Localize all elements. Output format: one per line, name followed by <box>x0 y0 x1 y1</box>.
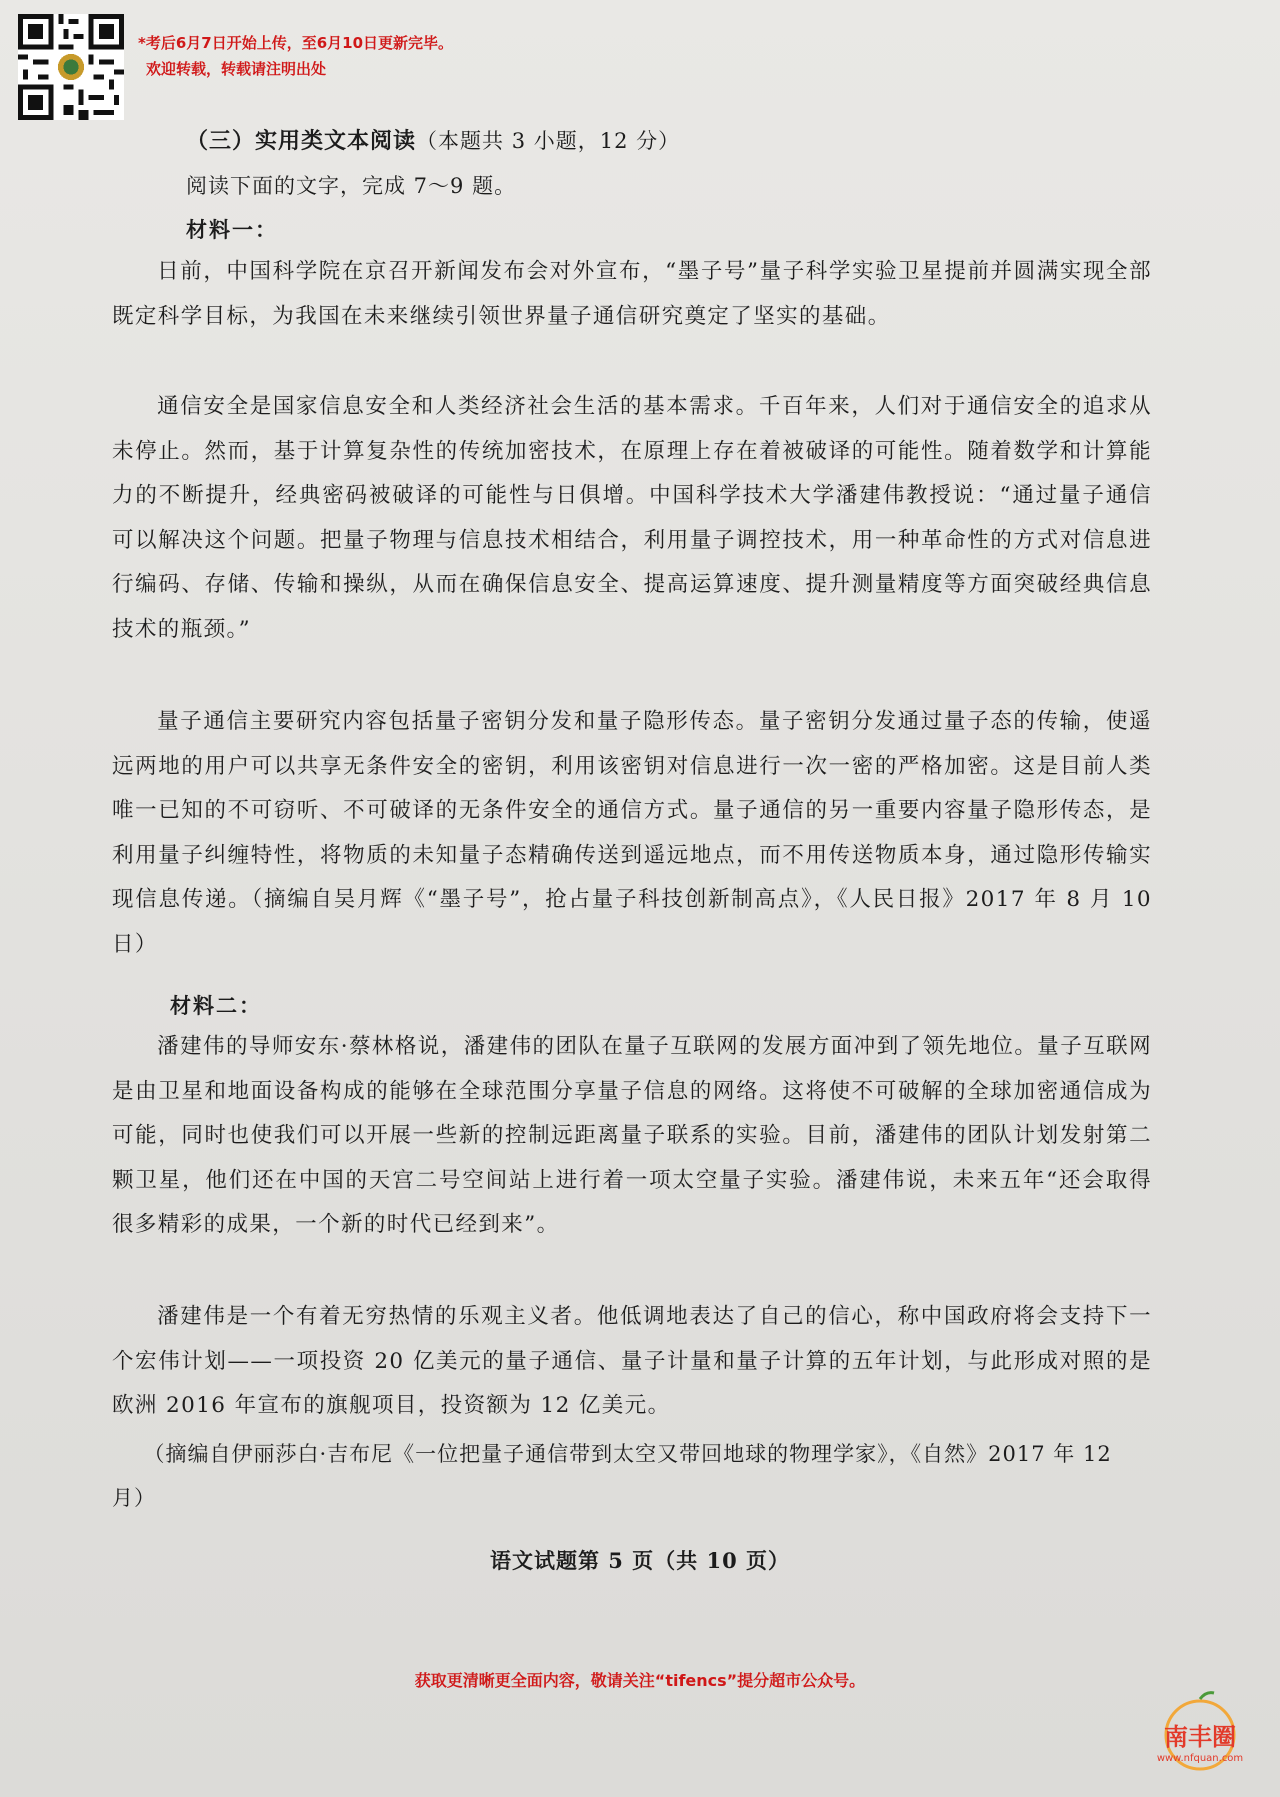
material-2-paragraph: 潘建伟的导师安东·蔡林格说，潘建伟的团队在量子互联网的发展方面冲到了领先地位。量子互联网是由卫星和地面设备构成的能够在全球范围分享量子信息的网络。这将使不可破解的全球加密通信成为可能，同时也使我们可以开展一些新的控制远距离量子联系的实验。目前，潘建伟的团队计划发射第二颗卫星，他们还在中国的天宫二号空间站上进行着一项太空量子实验。潘建伟说，未来五年“还会取得很多精彩的成果，一个新的时代已经到来”。 <box>112 1034 1152 1237</box>
material-2-paragraph: 潘建伟是一个有着无穷热情的乐观主义者。他低调地表达了自己的信心，称中国政府将会支持下一个宏伟计划——一项投资 20 亿美元的量子通信、量子计量和量子计算的五年计划，与此形成对照的是欧洲 2016 年宣布的旗舰项目，投资额为 12 亿美元。 <box>112 1304 1152 1418</box>
promo-text: 获取更清晰更全面内容，敬请关注“tifencs”提分超市公众号。 <box>414 1671 866 1690</box>
notice-line-1: *考后6月7日开始上传，至6月10日更新完毕。 <box>138 34 454 52</box>
notice-line-2: 欢迎转载，转载请注明出处 <box>146 60 327 78</box>
logo-url: www.nfquan.com <box>1156 1753 1244 1764</box>
site-logo[interactable] <box>1134 1691 1266 1781</box>
upload-notice <box>138 30 453 82</box>
qr-code-icon[interactable] <box>18 14 124 120</box>
material-1-paragraph: 量子通信主要研究内容包括量子密钥分发和量子隐形传态。量子密钥分发通过量子态的传输，使遥远两地的用户可以共享无条件安全的密钥，利用该密钥对信息进行一次一密的严格加密。这是目前人类唯一已知的不可窃听、不可破译的无条件安全的通信方式。量子通信的另一重要内容量子隐形传态，是利用量子纠缠特性，将物质的未知量子态精确传送到遥远地点，而不用传送物质本身，通过隐形传输实现信息传递。（摘编自吴月辉《“墨子号”，抢占量子科技创新制高点》，《人民日报》2017 年 8 月 10 日） <box>112 709 1152 957</box>
instruction: 阅读下面的文字，完成 7～9 题。 <box>186 174 517 198</box>
section-heading: （三）实用类文本阅读 <box>186 128 417 154</box>
section-score-note: （本题共 3 小题，12 分） <box>416 129 681 153</box>
material-2-source: （摘编自伊丽莎白·吉布尼《一位把量子通信带到太空又带回地球的物理学家》，《自然》2017 年 12 月） <box>112 1442 1112 1510</box>
material-2-label: 材料二： <box>170 993 262 1018</box>
material-1-label: 材料一： <box>186 217 278 242</box>
material-1-paragraph: 通信安全是国家信息安全和人类经济社会生活的基本需求。千百年来，人们对于通信安全的追求从未停止。然而，基于计算复杂性的传统加密技术，在原理上存在着被破译的可能性。随着数学和计算能力的不断提升，经典密码被破译的可能性与日俱增。中国科学技术大学潘建伟教授说：“通过量子通信可以解决这个问题。把量子物理与信息技术相结合，利用量子调控技术，用一种革命性的方式对信息进行编码、存储、传输和操纵，从而在确保信息安全、提高运算速度、提升测量精度等方面突破经典信息技术的瓶颈。” <box>112 394 1152 642</box>
page-number: 语文试题第 5 页（共 10 页） <box>489 1548 791 1573</box>
logo-text: 南丰圈 <box>1164 1723 1236 1751</box>
material-1-paragraph: 日前，中国科学院在京召开新闻发布会对外宣布，“墨子号”量子科学实验卫星提前并圆满实现全部既定科学目标，为我国在未来继续引领世界量子通信研究奠定了坚实的基础。 <box>112 259 1152 329</box>
section-title <box>186 124 680 155</box>
